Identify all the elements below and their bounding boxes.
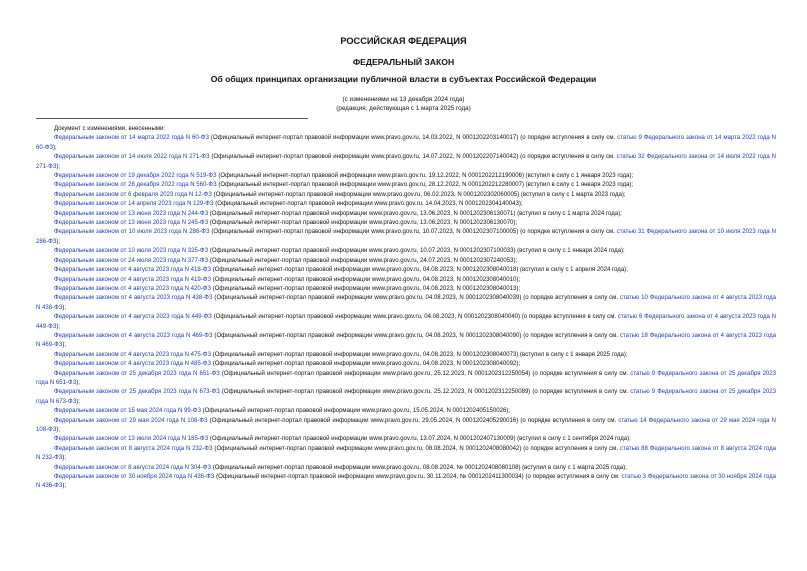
amendment-source-text: (Официальный интернет-портал правовой информации www.pravo.gov.ru, 25.12.2023, N 0001202312250089) (о порядке вступления в силу см. — [219, 389, 631, 396]
amending-law-link[interactable]: Федеральным законом от 25 декабря 2023 года N 673-ФЗ — [54, 389, 220, 396]
amendment-entry — [36, 294, 776, 313]
amendment-source-text: (Официальный интернет-портал правовой информации www.pravo.gov.ru, 28.12.2022, N 0001202212280007) (вступил в силу с 1 января 2023 года); — [216, 182, 634, 189]
amendment-entry — [36, 435, 776, 444]
amendment-source-text: (Официальный интернет-портал правовой информации www.pravo.gov.ru, 04.08.2023, N 0001202308040073) (вступил в силу с 1 января 2025 года); — [211, 351, 628, 358]
amendment-entry — [36, 219, 776, 228]
amendment-source-text: (Официальный интернет-портал правовой информации www.pravo.gov.ru, 14.03.2022, N 0001202203140017) (о порядке вступления в силу см. — [209, 135, 618, 142]
amendment-source-text: (Официальный интернет-портал правовой информации www.pravo.gov.ru, 08.08.2024, № 0001202408080108) (вступил в силу с 1 марта 2025 года); — [211, 464, 627, 471]
amendment-source-text: (Официальный интернет-портал правовой информации www.pravo.gov.ru, 08.08.2024, N 0001202408080042) (о порядке вступления в силу см. — [212, 445, 620, 452]
amendment-tail-text: ); — [76, 398, 80, 405]
amendment-entry — [36, 464, 776, 473]
document-title-name: Об общих принципах организации публичной власти в субъектах Российской Федерации — [210, 74, 597, 84]
amendment-source-text: (Официальный интернет-портал правовой информации www.pravo.gov.ru, 25.12.2023, N 0001202312250054) (о порядке вступления в силу см. — [219, 370, 631, 377]
amending-law-link[interactable]: Федеральным законом от 15 мая 2024 года N 99-ФЗ — [54, 408, 201, 415]
amendment-source-text: (Официальный интернет-портал правовой информации www.pravo.gov.ru, 14.04.2023, N 0001202304140043); — [213, 201, 523, 208]
amendment-tail-text: ); — [62, 342, 67, 349]
amending-law-link[interactable]: Федеральным законом от 14 марта 2022 года N 60-ФЗ — [54, 135, 209, 142]
amendment-entry — [36, 134, 776, 153]
article-reference-link[interactable]: статью 9 Федерального закона от 25 декабря 2023 года N 651-ФЗ — [36, 370, 777, 386]
amending-law-link[interactable]: Федеральным законом от 8 августа 2024 года N 304-ФЗ — [54, 464, 212, 471]
amendment-entry — [36, 210, 776, 219]
amendment-source-text: (Официальный интернет-портал правовой информации www.pravo.gov.ru, 04.08.2023, N 0001202308040018) (вступил в силу с 1 апреля 2024 года); — [211, 267, 628, 274]
separator-rule — [36, 118, 308, 119]
amendment-source-text: (Официальный интернет-портал правовой информации www.pravo.gov.ru, 14.07.2022, N 0001202207140042) (о порядке вступления в силу см. — [209, 154, 617, 161]
amendment-source-text: (Официальный интернет-портал правовой информации www.pravo.gov.ru, 06.02.2023, N 0001202302060005) (вступил в силу с 1 марта 2023 года); — [211, 191, 626, 198]
amendment-source-text: (Официальный интернет-портал правовой информации www.pravo.gov.ru, 29.05.2024, N 0001202405290016) (о порядке вступления в силу см. — [207, 417, 619, 424]
amendment-entry — [36, 370, 776, 389]
amendment-entry — [36, 473, 776, 492]
amending-law-link[interactable]: Федеральным законом от 30 ноября 2024 года N 436-ФЗ — [54, 474, 215, 481]
amendment-source-text: (Официальный интернет-портал правовой информации www.pravo.gov.ru, 04.08.2023, N 0001202308040092); — [211, 361, 521, 368]
amending-law-link[interactable]: Федеральным законом от 4 августа 2023 года N 469-ФЗ — [54, 332, 213, 339]
amending-law-link[interactable]: Федеральным законом от 13 июля 2024 года N 185-ФЗ — [54, 436, 209, 443]
amendment-tail-text: ); — [62, 455, 67, 462]
amendment-entry — [36, 313, 776, 332]
amendment-source-text: (Официальный интернет-портал правовой информации www.pravo.gov.ru, 13.06.2023, N 0001202306130071) (вступил в силу с 1 марта 2024 года); — [208, 210, 622, 217]
amendment-source-text: (Официальный интернет-портал правовой информации www.pravo.gov.ru, 10.07.2023, N 0001202307100005) (о порядке вступления в силу см. — [209, 229, 617, 236]
amending-law-link[interactable]: Федеральным законом от 14 июля 2022 года N 271-ФЗ — [54, 154, 210, 161]
amendment-entry — [36, 200, 776, 209]
amendment-tail-text: ); — [56, 163, 61, 170]
amendments-intro: Документ с изменениями, внесенными: — [54, 126, 166, 132]
amendment-source-text: (Официальный интернет-портал правовой информации www.pravo.gov.ru, 04.08.2023, N 0001202308040010); — [211, 276, 521, 283]
article-reference-link[interactable]: статью 18 Федерального закона от 4 августа 2023 года N 469-ФЗ — [36, 332, 777, 349]
amending-law-link[interactable]: Федеральным законом от 25 декабря 2023 года N 651-ФЗ — [54, 370, 220, 377]
amendment-source-text: (Официальный интернет-портал правовой информации www.pravo.gov.ru, 24.07.2023, N 0001202307240053); — [208, 257, 518, 264]
amendment-source-text: (Официальный интернет-портал правовой информации www.pravo.gov.ru, 13.07.2024, N 0001202407130009) (вступил в силу с 1 сентября 2024 года); — [208, 436, 631, 443]
article-reference-link[interactable]: статью 6 Федерального закона от 4 августа 2023 года N 449-ФЗ — [36, 314, 776, 330]
amending-law-link[interactable]: Федеральным законом от 4 августа 2023 года N 418-ФЗ — [54, 267, 212, 274]
amending-law-link[interactable]: Федеральным законом от 4 августа 2023 года N 449-ФЗ — [54, 314, 212, 321]
article-reference-link[interactable]: статью 3 Федерального закона от 30 ноября 2024 года N 436-ФЗ — [36, 474, 776, 490]
amending-law-link[interactable]: Федеральным законом от 29 мая 2024 года N 108-ФЗ — [54, 417, 208, 424]
amendment-entry — [36, 153, 776, 172]
amendment-tail-text: ); — [62, 304, 67, 311]
article-reference-link[interactable]: статью 10 Федерального закона от 4 августа 2023 года N 438-ФЗ — [36, 295, 777, 311]
amendment-source-text: (Официальный интернет-портал правовой информации www.pravo.gov.ru, 04.08.2023, N 0001202308040040) (о порядке вступления в силу см. — [211, 314, 618, 321]
amendment-source-text: (Официальный интернет-портал правовой информации www.pravo.gov.ru, 04.08.2023, N 0001202308040039) (о порядке вступления в силу см. — [212, 295, 620, 302]
amendment-entry — [36, 266, 776, 275]
amending-law-link[interactable]: Федеральным законом от 24 июля 2023 года N 377-ФЗ — [54, 257, 209, 264]
document-edition-note: (редакция, действующая с 1 марта 2025 года) — [336, 105, 471, 112]
amendment-tail-text: ); — [53, 144, 57, 151]
amendment-entry — [36, 276, 776, 285]
amendment-tail-text: ); — [56, 427, 61, 433]
amending-law-link[interactable]: Федеральным законом от 13 июня 2023 года N 244-ФЗ — [54, 210, 209, 217]
amending-law-link[interactable]: Федеральным законом от 4 августа 2023 года N 485-ФЗ — [54, 361, 212, 368]
amendment-entry — [36, 191, 776, 200]
amendment-entry — [36, 247, 776, 256]
amendment-entry — [36, 445, 776, 464]
document-title-country: РОССИЙСКАЯ ФЕДЕРАЦИЯ — [340, 36, 467, 46]
article-reference-link[interactable]: статью 14 Федерального закона от 29 мая 2024 года N 108-ФЗ — [36, 417, 776, 433]
amendment-entry — [36, 417, 776, 436]
amendment-tail-text: ); — [76, 379, 80, 386]
amendment-tail-text: ); — [56, 323, 61, 330]
amending-law-link[interactable]: Федеральным законом от 10 июля 2023 года N 286-ФЗ — [54, 229, 210, 236]
amending-law-link[interactable]: Федеральным законом от 28 декабря 2022 года N 560-ФЗ — [54, 182, 217, 189]
amendment-entry — [36, 181, 776, 190]
amendment-source-text: (Официальный интернет-портал правовой информации www.pravo.gov.ru, 15.05.2024, N 0001202405150026); — [201, 408, 510, 415]
amendment-entry — [36, 257, 776, 266]
amending-law-link[interactable]: Федеральным законом от 14 апреля 2023 года N 129-ФЗ — [54, 201, 214, 208]
amending-law-link[interactable]: Федеральным законом от 6 февраля 2023 года N 12-ФЗ — [54, 191, 212, 198]
amending-law-link[interactable]: Федеральным законом от 19 декабря 2022 года N 519-ФЗ — [54, 173, 217, 180]
amending-law-link[interactable]: Федеральным законом от 4 августа 2023 года N 438-ФЗ — [54, 295, 213, 302]
amending-law-link[interactable]: Федеральным законом от 10 июля 2023 года N 325-ФЗ — [54, 248, 209, 255]
amendment-entry — [36, 360, 776, 369]
amendment-tail-text: ); — [62, 483, 67, 490]
amendment-source-text: (Официальный интернет-портал правовой информации www.pravo.gov.ru, 04.08.2023, N 0001202308040013); — [211, 285, 521, 292]
amendment-entry — [36, 285, 776, 294]
amending-law-link[interactable]: Федеральным законом от 8 августа 2024 года N 232-ФЗ — [54, 445, 213, 452]
amendment-source-text: (Официальный интернет-портал правовой информации www.pravo.gov.ru, 10.07.2023, N 0001202307100033) (вступил в силу с 1 января 2024 года); — [208, 248, 625, 255]
article-reference-link[interactable]: статью 9 Федерального закона от 25 декабря 2023 года N 673-ФЗ — [36, 389, 777, 405]
amending-law-link[interactable]: Федеральным законом от 4 августа 2023 года N 475-ФЗ — [54, 351, 212, 358]
amendment-entry — [36, 332, 776, 351]
amendment-entry — [36, 228, 776, 247]
article-reference-link[interactable]: статью 9 Федерального закона от 14 марта 2022 года N 60-ФЗ — [36, 135, 777, 151]
amending-law-link[interactable]: Федеральным законом от 13 июня 2023 года N 245-ФЗ — [54, 220, 209, 227]
document-changes-note: (с изменениями на 13 декабря 2024 года) — [342, 96, 465, 103]
article-reference-link[interactable]: статью 31 Федерального закона от 10 июля 2023 года N 286-ФЗ — [36, 229, 776, 245]
amendment-entry — [36, 407, 776, 416]
amendments-list — [36, 125, 776, 492]
amendment-source-text: (Официальный интернет-портал правовой информации www.pravo.gov.ru, 19.12.2022, N 0001202212190006) (вступил в силу с 1 января 2023 года); — [216, 173, 634, 180]
amendment-entry — [36, 351, 776, 360]
amendment-entry — [36, 172, 776, 181]
article-reference-link[interactable]: статью 88 Федерального закона от 8 августа 2024 года N 232-ФЗ — [36, 445, 777, 462]
amendment-source-text: (Официальный интернет-портал правовой информации www.pravo.gov.ru, 04.08.2023, N 0001202308040090) (о порядке вступления в силу см. — [212, 332, 620, 339]
amending-law-link[interactable]: Федеральным законом от 4 августа 2023 года N 420-ФЗ — [54, 285, 212, 292]
amendment-source-text: (Официальный интернет-портал правовой информации www.pravo.gov.ru, 13.06.2023, N 0001202306130070); — [208, 220, 518, 227]
amendment-source-text: (Официальный интернет-портал правовой информации www.pravo.gov.ru, 30.11.2024, № 0001202411300034) (о порядке вступления в силу см. — [214, 474, 622, 481]
amending-law-link[interactable]: Федеральным законом от 4 августа 2023 года N 419-ФЗ — [54, 276, 212, 283]
amendment-tail-text: ); — [56, 238, 61, 245]
article-reference-link[interactable]: статью 32 Федерального закона от 14 июля 2022 года N 271-ФЗ — [36, 154, 776, 170]
amendment-entry — [36, 388, 776, 407]
document-title-type: ФЕДЕРАЛЬНЫЙ ЗАКОН — [352, 57, 455, 67]
